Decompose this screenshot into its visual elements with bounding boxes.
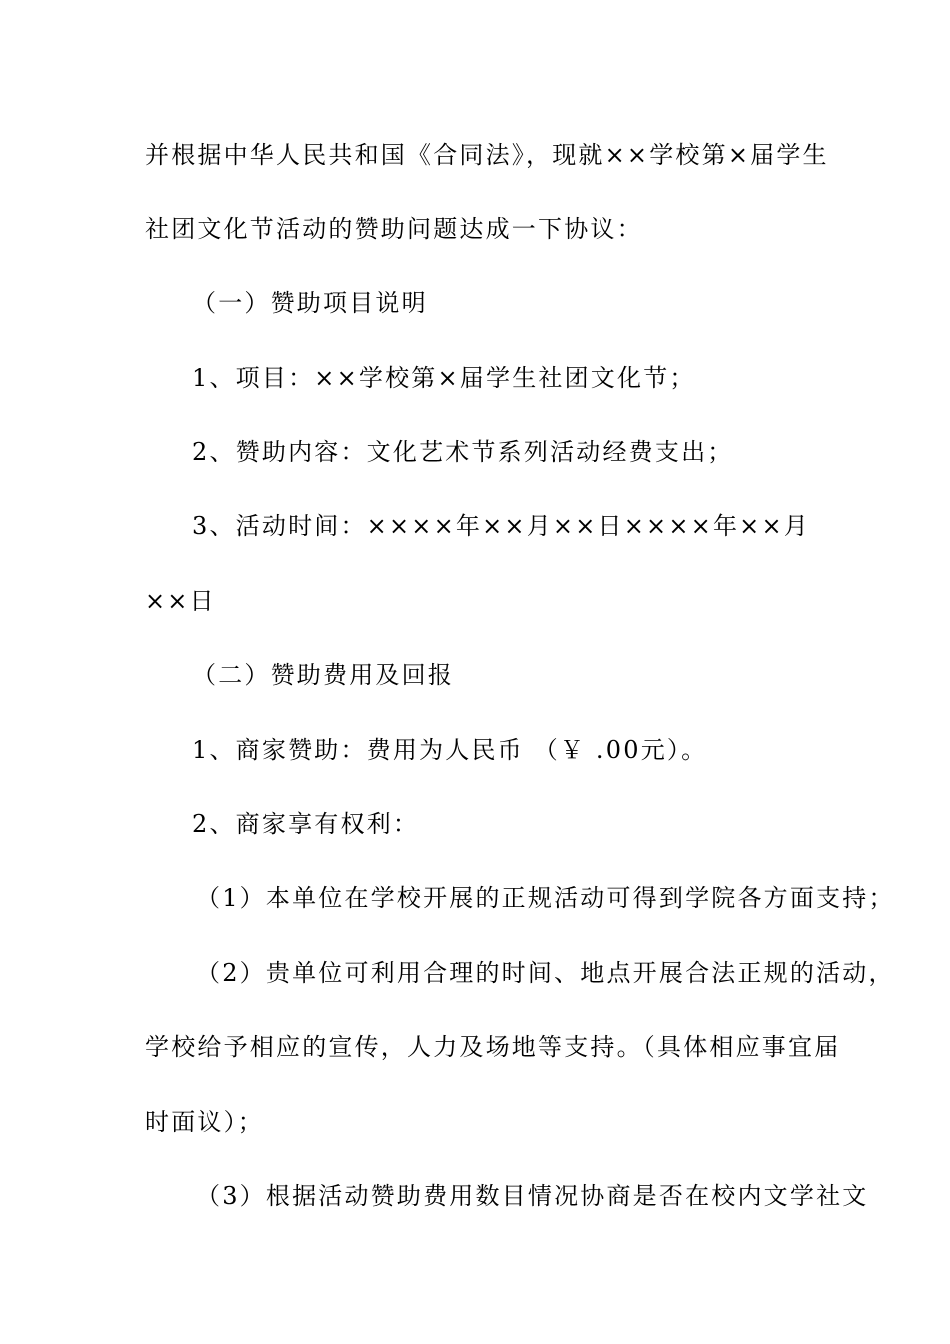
sub-item-2-cont-1: 学校给予相应的宣传，人力及场地等支持。（具体相应事宜届 — [145, 1033, 841, 1061]
sub-item-1: （1）本单位在学校开展的正规活动可得到学院各方面支持； — [196, 884, 895, 912]
list-item-activity-time: 3、活动时间：××××年××月××日××××年××月 — [192, 512, 810, 540]
section-heading-fees-returns: （二）赞助费用及回报 — [192, 661, 454, 689]
section-heading-sponsorship-items: （一）赞助项目说明 — [192, 289, 428, 317]
list-item-project: 1、项目：××学校第×届学生社团文化节； — [192, 364, 696, 392]
list-item-merchant-rights: 2、商家享有权利： — [192, 810, 420, 838]
paragraph-line-1: 并根据中华人民共和国《合同法》，现就××学校第×届学生 — [145, 141, 829, 169]
sub-item-3: （3）根据活动赞助费用数目情况协商是否在校内文学社文 — [196, 1182, 869, 1210]
list-item-activity-time-cont: ××日 — [145, 587, 216, 615]
list-item-sponsorship-content: 2、赞助内容：文化艺术节系列活动经费支出； — [192, 438, 734, 466]
sub-item-2: （2）贵单位可利用合理的时间、地点开展合法正规的活动， — [196, 959, 895, 987]
sub-item-2-cont-2: 时面议）； — [145, 1108, 264, 1136]
list-item-merchant-sponsorship: 1、商家赞助：费用为人民币 （￥ .00元）。 — [192, 736, 708, 764]
paragraph-line-2: 社团文化节活动的赞助问题达成一下协议： — [145, 215, 643, 243]
